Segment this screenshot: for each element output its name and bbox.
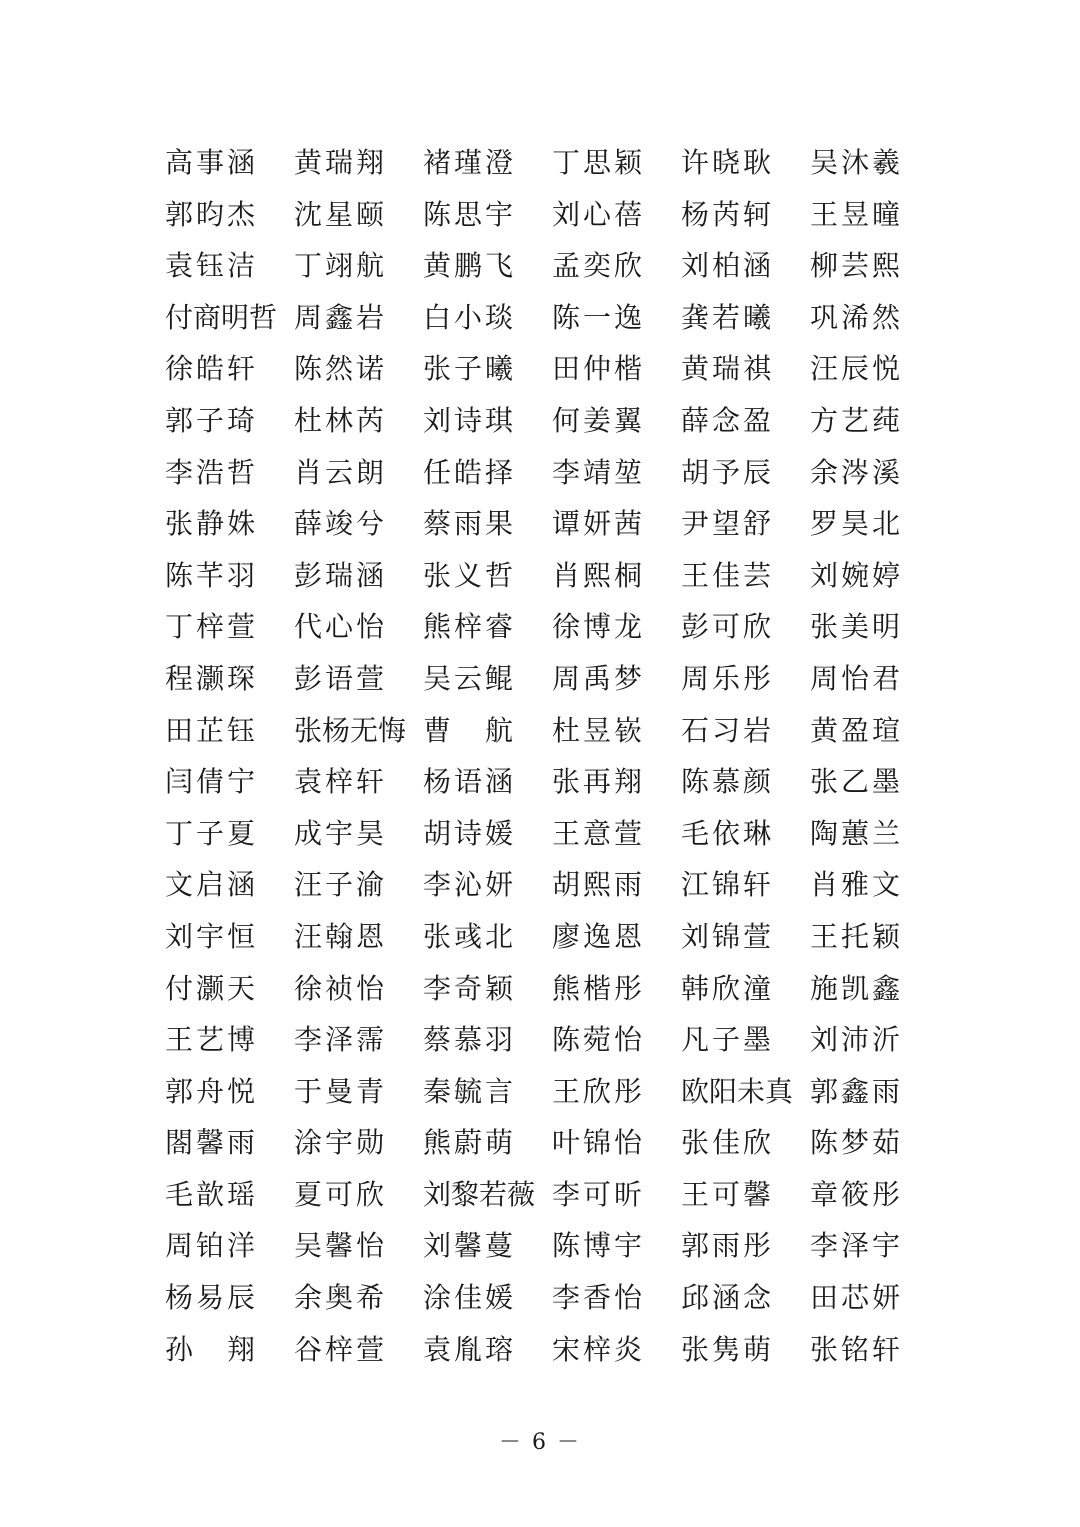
name-row [165,1324,925,1376]
name-cell: 夏可欣 [294,1177,388,1211]
name-cell: 李靖堃 [552,455,646,489]
name-cell: 李泽宇 [810,1229,904,1263]
name-cell: 袁梓轩 [294,765,388,799]
name-cell: 熊楷彤 [552,971,646,1005]
name-row [165,498,925,550]
name-cell: 巩浠然 [810,300,904,334]
name-cell: 李奇颖 [423,971,517,1005]
name-cell: 余奥希 [294,1281,388,1315]
name-row [165,1066,925,1118]
name-cell: 彭语萱 [294,661,388,695]
name-cell: 徐博龙 [552,610,646,644]
name-cell: 邱涵念 [681,1281,775,1315]
name-cell: 褚瑾澄 [423,146,517,179]
name-cell: 汪辰悦 [810,352,904,386]
name-row [165,756,925,808]
name-row [165,1117,925,1169]
name-cell: 陈菀怡 [552,1023,646,1057]
name-row [165,395,925,447]
name-cell: 王欣彤 [552,1074,646,1108]
names-list [165,137,925,1375]
name-cell: 文启涵 [165,868,259,902]
name-cell: 杨芮轲 [681,197,775,231]
name-cell: 丁翊航 [294,249,388,283]
name-cell: 余涔溪 [810,455,904,489]
name-cell: 陈梦茹 [810,1126,904,1160]
name-cell: 付灏天 [165,971,259,1005]
name-cell: 杜林芮 [294,403,388,437]
name-cell: 程灏琛 [165,661,259,695]
name-cell: 柳芸熙 [810,249,904,283]
name-cell: 徐祯怡 [294,971,388,1005]
name-cell: 施凯鑫 [810,971,904,1005]
name-cell: 杜昱嵚 [552,713,646,747]
name-cell: 王昱曈 [810,197,904,231]
name-cell: 薛竣兮 [294,507,388,541]
name-cell: 涂宇勋 [294,1126,388,1160]
name-cell: 张彧北 [423,919,517,953]
name-cell: 张隽萌 [681,1332,775,1366]
name-cell: 郭昀杰 [165,197,259,231]
name-cell: 何姜翼 [552,403,646,437]
name-cell: 于曼青 [294,1074,388,1108]
name-cell: 周怡君 [810,661,904,695]
name-cell: 蔡雨果 [423,507,517,541]
name-cell: 吴馨怡 [294,1229,388,1263]
name-cell: 郭鑫雨 [810,1074,904,1108]
name-cell: 田仲楷 [552,352,646,386]
name-cell: 江锦轩 [681,868,775,902]
name-cell: 张美明 [810,610,904,644]
name-cell: 陈博宇 [552,1229,646,1263]
name-cell: 李香怡 [552,1281,646,1315]
name-cell: 宋梓炎 [552,1332,646,1366]
name-cell: 汪子渝 [294,868,388,902]
name-row [165,1169,925,1221]
name-cell: 张杨无悔 [294,713,407,747]
name-cell: 陈然诺 [294,352,388,386]
name-row [165,911,925,963]
name-cell: 代心怡 [294,610,388,644]
page-number: － 6 － [499,1430,581,1455]
name-cell: 陈慕颜 [681,765,775,799]
name-cell: 陈一逸 [552,300,646,334]
name-cell: 吴沐羲 [810,146,904,179]
name-cell: 袁胤瑢 [423,1332,517,1366]
name-cell: 熊梓睿 [423,610,517,644]
name-cell: 周鑫岩 [294,300,388,334]
name-cell: 薛念盈 [681,403,775,437]
name-cell: 李泽霈 [294,1023,388,1057]
name-cell: 谷梓萱 [294,1332,388,1366]
name-cell: 黄盈瑄 [810,713,904,747]
name-cell: 涂佳媛 [423,1281,517,1315]
name-cell: 李可昕 [552,1177,646,1211]
name-cell: 袁钰洁 [165,249,259,283]
name-cell: 方艺莼 [810,403,904,437]
name-cell: 肖云朗 [294,455,388,489]
name-cell: 王佳芸 [681,558,775,592]
name-cell: 王意萱 [552,816,646,850]
name-cell: 张子曦 [423,352,517,386]
name-cell: 肖熙桐 [552,558,646,592]
name-cell: 石习岩 [681,713,775,747]
name-cell: 周乐彤 [681,661,775,695]
name-cell: 王艺博 [165,1023,259,1057]
name-cell: 毛依琳 [681,816,775,850]
name-cell: 付商明哲 [165,300,278,334]
name-cell: 黄瑞翔 [294,146,388,179]
name-cell: 叶锦怡 [552,1126,646,1160]
name-cell: 胡予辰 [681,455,775,489]
name-cell: 张佳欣 [681,1126,775,1160]
name-cell: 刘馨蔓 [423,1229,517,1263]
name-cell: 曹 航 [423,713,517,747]
name-cell: 彭瑞涵 [294,558,388,592]
name-cell: 谭妍茜 [552,507,646,541]
name-cell: 龚若曦 [681,300,775,334]
name-cell: 胡诗媛 [423,816,517,850]
name-cell: 李沁妍 [423,868,517,902]
name-cell: 王可馨 [681,1177,775,1211]
name-row [165,292,925,344]
name-row [165,808,925,860]
name-cell: 閤馨雨 [165,1126,259,1160]
name-cell: 成宇昊 [294,816,388,850]
name-cell: 汪翰恩 [294,919,388,953]
name-cell: 徐皓轩 [165,352,259,386]
name-cell: 刘诗琪 [423,403,517,437]
name-cell: 丁思颖 [552,146,646,179]
name-row [165,1272,925,1324]
name-cell: 黄瑞祺 [681,352,775,386]
name-cell: 刘婉婷 [810,558,904,592]
name-cell: 廖逸恩 [552,919,646,953]
name-cell: 毛歆瑶 [165,1177,259,1211]
name-cell: 刘心蓓 [552,197,646,231]
name-cell: 黄鹏飞 [423,249,517,283]
name-cell: 刘黎若薇 [423,1177,536,1211]
name-cell: 周禹梦 [552,661,646,695]
name-cell: 丁子夏 [165,816,259,850]
name-cell: 田芯妍 [810,1281,904,1315]
name-cell: 张乙墨 [810,765,904,799]
name-cell: 胡熙雨 [552,868,646,902]
name-row [165,1220,925,1272]
name-row [165,653,925,705]
name-cell: 章筱彤 [810,1177,904,1211]
name-row [165,859,925,911]
name-row [165,1014,925,1066]
name-cell: 韩欣潼 [681,971,775,1005]
name-cell: 熊蔚萌 [423,1126,517,1160]
name-cell: 杨易辰 [165,1281,259,1315]
name-row [165,240,925,292]
name-cell: 张再翔 [552,765,646,799]
name-row [165,447,925,499]
name-cell: 任皓择 [423,455,517,489]
name-cell: 王托颖 [810,919,904,953]
name-cell: 吴云鲲 [423,661,517,695]
name-cell: 杨语涵 [423,765,517,799]
name-cell: 刘柏涵 [681,249,775,283]
name-row [165,137,925,189]
name-row [165,189,925,241]
name-row [165,343,925,395]
name-cell: 高事涵 [165,146,259,179]
name-cell: 刘锦萱 [681,919,775,953]
name-cell: 许晓耿 [681,146,775,179]
name-cell: 丁梓萱 [165,610,259,644]
name-cell: 凡子墨 [681,1023,775,1057]
name-cell: 孟奕欣 [552,249,646,283]
name-cell: 张静姝 [165,507,259,541]
name-cell: 肖雅文 [810,868,904,902]
name-cell: 白小琰 [423,300,517,334]
name-cell: 孙 翔 [165,1332,259,1366]
name-cell: 刘宇恒 [165,919,259,953]
name-cell: 郭子琦 [165,403,259,437]
name-cell: 陶蕙兰 [810,816,904,850]
name-row [165,601,925,653]
name-cell: 陈思宇 [423,197,517,231]
name-cell: 刘沛沂 [810,1023,904,1057]
name-cell: 欧阳未真 [681,1074,794,1108]
name-cell: 张义哲 [423,558,517,592]
name-cell: 秦毓言 [423,1074,517,1108]
name-cell: 郭舟悦 [165,1074,259,1108]
name-row [165,705,925,757]
name-cell: 陈芊羽 [165,558,259,592]
name-cell: 张铭轩 [810,1332,904,1366]
name-cell: 彭可欣 [681,610,775,644]
name-cell: 蔡慕羽 [423,1023,517,1057]
name-cell: 罗昊北 [810,507,904,541]
name-cell: 周铂洋 [165,1229,259,1263]
name-cell: 沈星颐 [294,197,388,231]
name-row [165,550,925,602]
name-cell: 尹望舒 [681,507,775,541]
name-cell: 田芷钰 [165,713,259,747]
name-row [165,963,925,1015]
name-cell: 李浩哲 [165,455,259,489]
name-cell: 郭雨彤 [681,1229,775,1263]
name-cell: 闫倩宁 [165,765,259,799]
